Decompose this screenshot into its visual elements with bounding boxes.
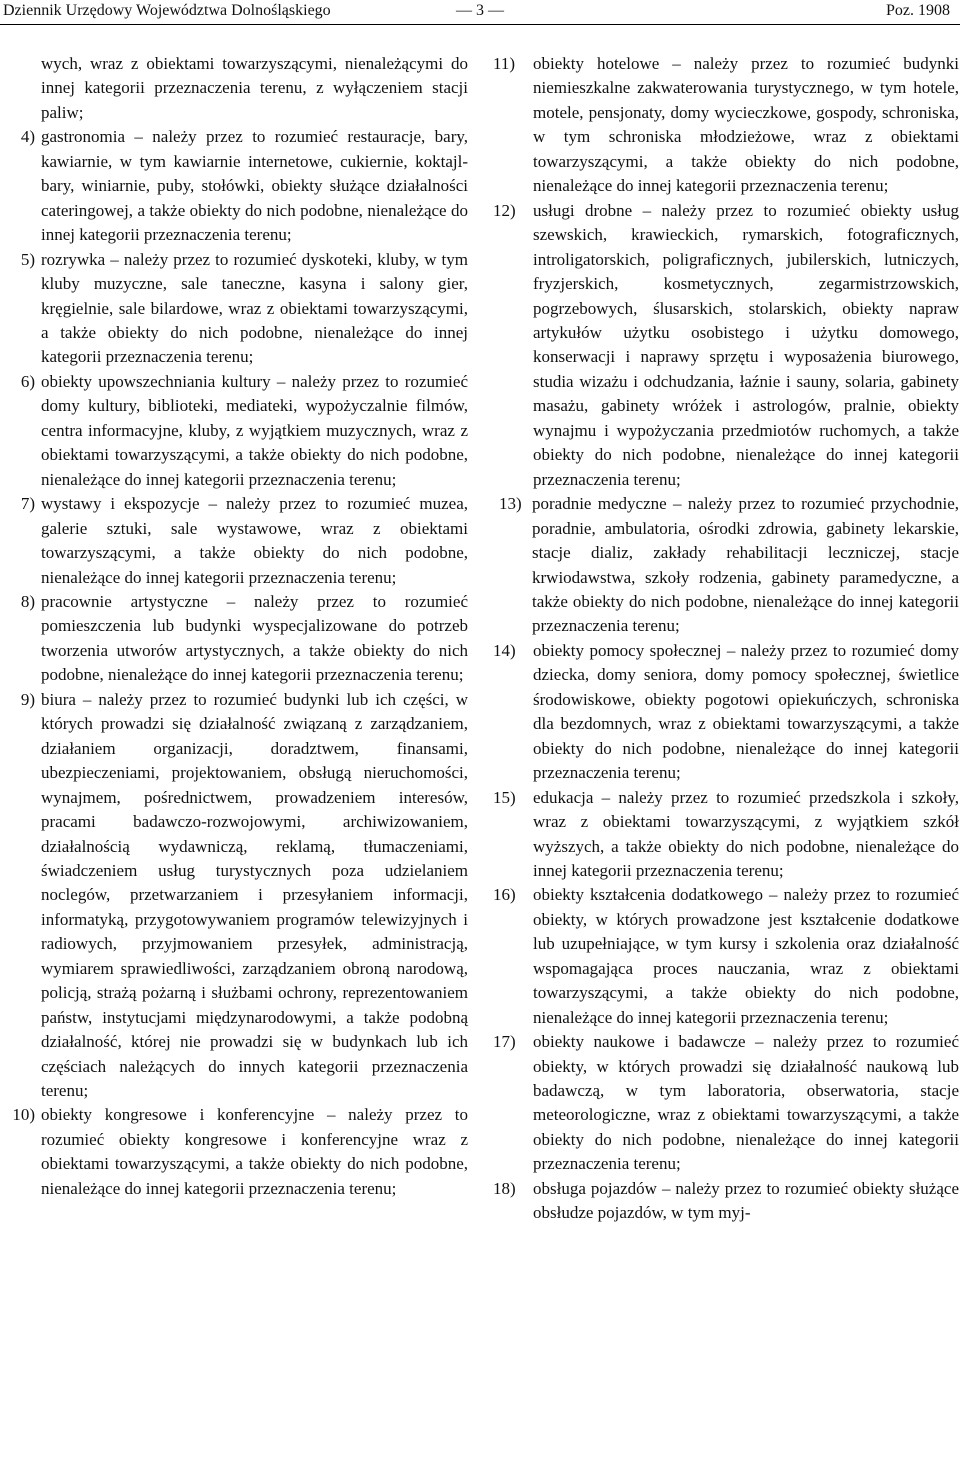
list-item <box>8 125 468 247</box>
item-number: 9) <box>20 689 35 709</box>
list-item <box>493 639 959 786</box>
list-item <box>8 492 468 590</box>
page-header <box>0 0 960 25</box>
position-number: Poz. 1908 <box>886 2 950 19</box>
item-number: 16) <box>493 885 516 905</box>
list-item <box>8 248 468 370</box>
list-item <box>493 786 959 884</box>
item-number: 10) <box>12 1105 35 1125</box>
item-number: 5) <box>20 249 35 269</box>
list-item <box>8 590 468 688</box>
list-item <box>493 52 959 199</box>
item-text: obiekty kongresowe i konferencyjne – należy przez to rozumieć obiekty kongresowe i konferencyjne wraz z obiektami towarzyszącymi, a także obiekty do nich podobne, nienależące do innej kategorii przeznaczenia terenu; <box>41 1105 468 1198</box>
item-text: obiekty kształcenia dodatkowego – należy przez to rozumieć obiekty, w których prowadzone jest kształcenie dodatkowe lub uzupełniające, w tym kursy i szkolenia oraz działalność wspomagająca proces nauczania, wraz z obiektami towarzyszącymi, a także obiekty do nich podobne, nienależące do innej kategorii przeznaczenia terenu; <box>533 885 959 1027</box>
list-item <box>8 1103 468 1201</box>
list-item <box>493 1030 959 1177</box>
item-text: usługi drobne – należy przez to rozumieć obiekty usług szewskich, krawieckich, rymarskich, fotograficznych, introligatorskich, poligraficznych, jubilerskich, lutniczych, fryzjerskich, kosmetycznych, zegarmistrzowskich, pogrzebowych, ślusarskich, stolarskich, obiekty napraw artykułów użytku osobistego i użytku domowego, konserwacji i naprawy sprzętu i wyposażenia biurowego, studia wizażu i odchudzania, łaźnie i sauny, solaria, gabinety masażu, gabinety wróżek i astrologów, pralnie, obiekty wynajmu i wypożyczania przedmiotów ruchomych, a także obiekty do nich podobne, nienależące do innej kategorii przeznaczenia terenu; <box>533 200 959 489</box>
list-item <box>493 492 959 639</box>
item-text: rozrywka – należy przez to rozumieć dyskoteki, kluby, w tym kluby muzyczne, sale taneczne, kasyna i salony gier, kręgielnie, sale bilardowe, wraz z obiektami towarzyszącymi, a także obiekty do nich podobne, nienależące do innej kategorii przeznaczenia terenu; <box>41 249 468 367</box>
item-text: poradnie medyczne – należy przez to rozumieć przychodnie, poradnie, ambulatoria, ośrodki zdrowia, gabinety lekarskie, stacje dializ, zakłady rehabilitacji leczniczej, stacje krwiodawstwa, szkoły rodzenia, gabinety paramedyczne, a także obiekty do nich podobne, nienależące do innej kategorii przeznaczenia terenu; <box>532 494 959 636</box>
left-column <box>8 52 468 1201</box>
item-text: obsługa pojazdów – należy przez to rozumieć obiekty służące obsłudze pojazdów, w tym myj- <box>533 1178 959 1223</box>
item-number: 18) <box>493 1178 516 1198</box>
item-number: 8) <box>20 591 35 611</box>
item-number: 12) <box>493 200 516 220</box>
journal-title: Dziennik Urzędowy Województwa Dolnośląskiego <box>3 2 331 19</box>
item-number: 14) <box>493 640 516 660</box>
item-text: gastronomia – należy przez to rozumieć restauracje, bary, kawiarnie, w tym kawiarnie internetowe, cukiernie, koktajl-bary, winiarnie, puby, stołówki, obiekty służące działalności cateringowej, a także obiekty do nich podobne, nienależące do innej kategorii przeznaczenia terenu; <box>41 127 468 245</box>
item-number: 6) <box>20 371 35 391</box>
continuation-text: wych, wraz z obiektami towarzyszącymi, nienależącymi do innej kategorii przeznaczenia terenu, z wyłączeniem stacji paliw; <box>41 54 468 122</box>
item-text: obiekty upowszechniania kultury – należy przez to rozumieć domy kultury, biblioteki, mediateki, wypożyczalnie filmów, centra informacyjne, kluby, z wyjątkiem muzycznych, wraz z obiektami towarzyszącymi, a także obiekty do nich podobne, nienależące do innej kategorii przeznaczenia terenu; <box>41 371 468 489</box>
list-item <box>493 199 959 492</box>
item-number: 11) <box>493 54 516 73</box>
right-column <box>493 52 959 1226</box>
list-item <box>8 370 468 492</box>
list-item <box>493 1177 959 1226</box>
list-item <box>493 883 959 1030</box>
item-number: 15) <box>493 787 516 807</box>
item-text: edukacja – należy przez to rozumieć przedszkola i szkoły, wraz z obiektami towarzyszącymi, z wyjątkiem szkół wyższych, a także obiekty do nich podobne, nienależące do innej kategorii przeznaczenia terenu; <box>533 787 959 880</box>
item-text: obiekty pomocy społecznej – należy przez to rozumieć domy dziecka, domy seniora, domy pomocy społecznej, świetlice środowiskowe, obiekty pogotowi opiekuńczych, schroniska dla bezdomnych, wraz z obiektami towarzyszącymi, a także obiekty do nich podobne, nienależące do innej kategorii przeznaczenia terenu; <box>533 640 959 783</box>
page-number: — 3 — <box>456 2 504 19</box>
item-text: obiekty naukowe i badawcze – należy przez to rozumieć obiekty, w których prowadzi się działalność naukową lub badawczą, w tym laboratoria, obserwatoria, stacje meteorologiczne, wraz z obiektami towarzyszącymi, a także obiekty do nich podobne, nienależące do innej kategorii przeznaczenia terenu; <box>533 1032 959 1174</box>
list-item <box>8 688 468 1104</box>
item-number: 7) <box>20 494 35 514</box>
item-text: wystawy i ekspozycje – należy przez to rozumieć muzea, galerie sztuki, sale wystawowe, wraz z obiektami towarzyszącymi, a także obiekty do nich podobne, nienależące do innej kategorii przeznaczenia terenu; <box>41 494 468 587</box>
item-number: 4) <box>20 127 35 147</box>
item-number: 17) <box>493 1032 516 1052</box>
item-text: obiekty hotelowe – należy przez to rozumieć budynki niemieszkalne zakwaterowania turystycznego, w tym hotele, motele, pensjonaty, domy wycieczkowe, gospody, schroniska, w tym schroniska młodzieżowe, wraz z obiektami towarzyszącymi, a także obiekty do nich podobne, nienależące do innej kategorii przeznaczenia terenu; <box>533 54 959 196</box>
item-number: 13) <box>499 494 522 514</box>
item-text: pracownie artystyczne – należy przez to rozumieć pomieszczenia lub budynki wyspecjalizowane do potrzeb tworzenia utworów artystycznych, a także obiekty do nich podobne, nienależące do innej kategorii przeznaczenia terenu; <box>41 591 468 685</box>
item-text: biura – należy przez to rozumieć budynki lub ich części, w których prowadzi się działalność związaną z zarządzaniem, działaniem organizacji, doradztwem, finansami, ubezpieczeniami, projektowaniem, obsługą nieruchomości, wynajmem, pośrednictwem, prowadzeniem interesów, pracami badawczo-rozwojowymi, archiwizowaniem, działalnością wydawniczą, reklamą, tłumaczeniami, świadczeniem usług turystycznych poza udzielaniem noclegów, przetwarzaniem i przesyłaniem informacji, informatyką, przygotowywaniem programów telewizyjnych i radiowych, przyjmowaniem przesyłek, administracją, wymiarem sprawiedliwości, zarządzaniem obroną narodową, policją, strażą pożarną i służbami ochrony, reprezentowaniem państw, instytucjami międzynarodowymi, a także podobną działalność, której nie prowadzi się w budynkach lub ich częściach należących do innych kategorii przeznaczenia terenu; <box>41 689 468 1101</box>
